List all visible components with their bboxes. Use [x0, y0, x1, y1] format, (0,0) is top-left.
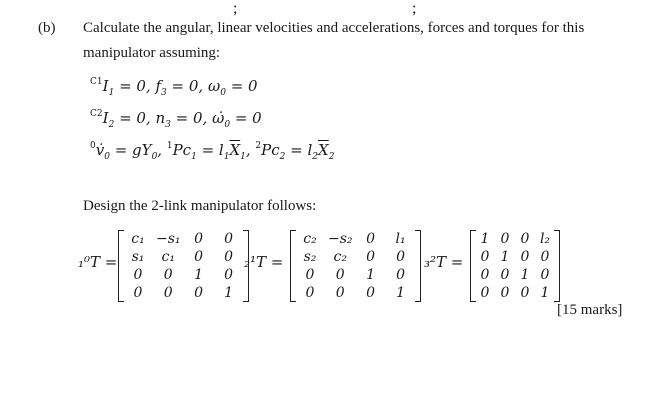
matrix-cell: 0 [194, 231, 203, 247]
matrix-cell: s₁ [131, 249, 145, 265]
eq2-sub: 2 [108, 120, 115, 130]
matrix-row [295, 284, 416, 302]
eq3-sup: 0 [90, 141, 96, 151]
design-instruction: Design the 2-link manipulator follows: [83, 198, 317, 214]
matrix-cell: 0 [540, 267, 550, 283]
eq1-sub3: 0 [220, 88, 226, 98]
matrix-cell: 0 [366, 285, 375, 301]
eq1-sub2: 3 [161, 88, 167, 98]
bracket-corner [415, 230, 420, 231]
bracket-corner [471, 230, 476, 231]
matrix-cell: 1 [396, 285, 405, 301]
eq1-sup: C1 [90, 77, 103, 87]
eq1-rest: = 0, f [114, 77, 162, 95]
eq3-rest3: = l [196, 141, 224, 159]
eq3-base6: Pc [261, 141, 280, 159]
eq3-rest: = gY [109, 141, 152, 159]
matrix-cell: 0 [396, 267, 405, 283]
eq2-rest: = 0, n [114, 109, 166, 127]
question-part-label: (b) [38, 20, 56, 36]
matrix-cell: 1 [540, 285, 550, 301]
matrix-row [123, 230, 244, 248]
eq3-sup3: 1 [166, 141, 173, 151]
matrix-cell: 0 [133, 267, 143, 283]
matrix-1-label: ₁⁰T = [78, 253, 118, 271]
matrix-row [475, 230, 555, 248]
matrix-row [295, 248, 416, 266]
matrix-3-label: ₃²T = [424, 253, 464, 271]
matrix-cell: c₂ [333, 249, 347, 265]
eq3-sub: 0 [104, 152, 110, 162]
matrix-cell: 0 [520, 231, 530, 247]
matrix-row [123, 248, 244, 266]
matrix-row [295, 266, 416, 284]
matrix-cell: 0 [480, 249, 490, 265]
matrix-cell: 0 [133, 285, 143, 301]
matrix-T23-table [475, 230, 555, 302]
matrix-cell: 0 [163, 267, 173, 283]
eq1-base: I [102, 77, 109, 95]
matrix-cell: 0 [500, 285, 510, 301]
matrix-T01-table [123, 230, 244, 302]
bracket-corner [119, 301, 124, 302]
matrix-2-label: ₂¹T = [244, 253, 284, 271]
matrix-cell: 0 [366, 231, 375, 247]
matrix-cell: 0 [520, 285, 530, 301]
eq2-sup: C2 [90, 109, 103, 119]
matrix-cell: 1 [480, 231, 490, 247]
bracket-corner [119, 230, 124, 231]
matrix-cell: s₂ [303, 249, 317, 265]
question-text-line-2: manipulator assuming: [83, 45, 221, 61]
eq3-sub4: 1 [223, 152, 230, 162]
eq2-base: I [102, 109, 109, 127]
matrix-cell: −s₂ [328, 231, 353, 247]
eq3-base: v̇ [95, 141, 105, 159]
eq3-rest5: , [245, 141, 256, 159]
marks-label: [15 marks] [557, 302, 623, 318]
matrix-cell: 0 [500, 231, 510, 247]
matrix-cell: 1 [500, 249, 510, 265]
eq2-sub2: 3 [165, 120, 171, 130]
eq3-base3: Pc [172, 141, 192, 159]
matrix-T01 [118, 230, 249, 302]
matrix-row [123, 284, 244, 302]
eq3-rest6: = l [285, 141, 313, 159]
question-text-line-1: Calculate the angular, linear velocities and accelerations, forces and torques for this [83, 20, 585, 36]
eq3-sub5: 1 [240, 152, 246, 162]
matrix-cell: 0 [194, 285, 203, 301]
eq3-sub3: 1 [191, 152, 197, 162]
eq3-sub2: 0 [151, 152, 158, 162]
bracket-corner [291, 301, 296, 302]
eq3-sub8: 2 [328, 152, 335, 162]
bracket-corner [471, 301, 476, 302]
matrix-row [475, 266, 555, 284]
eq1-rest3: = 0 [225, 77, 258, 95]
separator-2: ; [412, 0, 417, 17]
matrix-cell: 1 [366, 267, 375, 283]
matrix-cell: l₂ [539, 231, 551, 247]
matrix-cell: 0 [224, 267, 233, 283]
matrix-cell: 0 [224, 231, 233, 247]
eq3-rest4: $\overline{X}$ [229, 141, 241, 159]
bracket-corner [415, 301, 420, 302]
separator-1: ; [233, 0, 238, 17]
matrix-cell: 0 [396, 249, 405, 265]
matrix-T12-table [295, 230, 416, 302]
matrix-cell: 1 [520, 267, 530, 283]
matrix-cell: −s₁ [156, 231, 181, 247]
bracket-corner [243, 301, 248, 302]
condition-equation-1 [90, 77, 258, 98]
matrix-cell: l₁ [395, 231, 406, 247]
matrix-cell: 1 [194, 267, 203, 283]
eq1-sub: 1 [108, 88, 115, 98]
matrix-row [475, 284, 555, 302]
matrix-cell: 0 [335, 285, 345, 301]
eq3-rest2: , [157, 141, 167, 159]
matrix-cell: 0 [520, 249, 530, 265]
matrix-cell: 0 [480, 285, 490, 301]
matrix-row [123, 266, 244, 284]
matrix-cell: 0 [163, 285, 173, 301]
matrix-cell: 0 [224, 249, 233, 265]
matrix-row [295, 230, 416, 248]
matrix-row [475, 248, 555, 266]
eq2-rest3: = 0 [230, 109, 262, 127]
matrix-cell: 0 [305, 267, 315, 283]
eq3-sub6: 2 [279, 152, 286, 162]
eq1-rest2: = 0, ω [166, 77, 221, 95]
matrix-cell: 1 [224, 285, 233, 301]
eq3-rest7: $\overline{X}$ [318, 141, 329, 159]
matrix-cell: c₂ [303, 231, 317, 247]
eq3-sup6: 2 [255, 141, 262, 151]
matrix-cell: 0 [540, 249, 550, 265]
condition-equation-2 [90, 109, 262, 130]
matrix-cell: 0 [366, 249, 375, 265]
matrix-T12 [290, 230, 421, 302]
matrix-cell: 0 [335, 267, 345, 283]
bracket-corner [291, 230, 296, 231]
condition-equation-3 [90, 141, 335, 162]
matrix-cell: 0 [194, 249, 203, 265]
matrix-cell: 0 [305, 285, 315, 301]
matrix-cell: c₁ [131, 231, 145, 247]
matrix-cell: 0 [480, 267, 490, 283]
matrix-cell: 0 [500, 267, 510, 283]
matrix-cell: c₁ [161, 249, 175, 265]
eq2-rest2: = 0, ω̇ [170, 109, 225, 127]
eq2-sub3: 0 [224, 120, 231, 130]
bracket-corner [243, 230, 248, 231]
eq3-sub7: 2 [312, 152, 319, 162]
matrix-T23 [470, 230, 560, 302]
bracket-corner [554, 230, 559, 231]
